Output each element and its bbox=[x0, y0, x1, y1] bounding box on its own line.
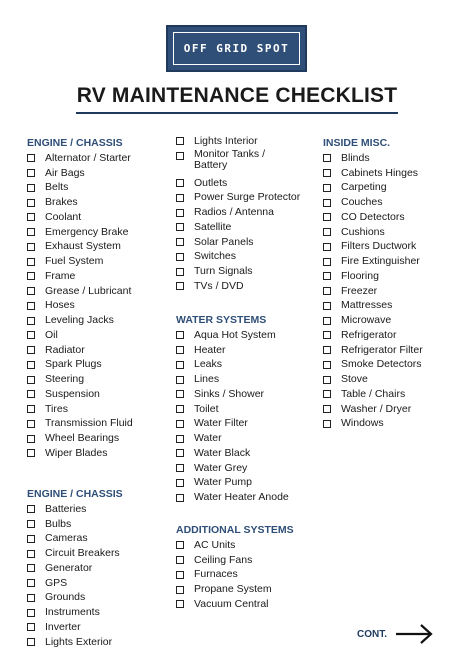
page-title: RV MAINTENANCE CHECKLIST bbox=[76, 84, 398, 107]
checklist-item-label: Sinks / Shower bbox=[194, 387, 265, 400]
checklist bbox=[27, 502, 123, 650]
checklist-item bbox=[176, 446, 289, 461]
checklist-item bbox=[27, 532, 123, 547]
checkbox[interactable] bbox=[176, 282, 184, 290]
checklist-item-label: Steering bbox=[45, 373, 85, 386]
checklist-item-label: Air Bags bbox=[45, 166, 85, 179]
checklist-item bbox=[27, 431, 133, 446]
checkbox[interactable] bbox=[176, 556, 184, 564]
checklist-item-label: Inverter bbox=[45, 620, 81, 633]
section-heading: ENGINE / CHASSIS bbox=[27, 137, 123, 149]
checklist-item-label: Wheel Bearings bbox=[45, 432, 120, 445]
checklist-item-label: Exhaust System bbox=[45, 240, 121, 253]
checkbox[interactable] bbox=[176, 376, 184, 384]
checkbox[interactable] bbox=[27, 154, 35, 162]
checklist-item-label: Flooring bbox=[341, 269, 379, 282]
checklist-item bbox=[27, 269, 133, 284]
checkbox[interactable] bbox=[27, 331, 35, 339]
checklist-item bbox=[176, 490, 289, 505]
checklist-item bbox=[176, 387, 289, 402]
checklist-item-label: Microwave bbox=[341, 314, 392, 327]
checklist-item bbox=[176, 191, 300, 206]
section-inside-misc bbox=[323, 136, 423, 431]
checkbox[interactable] bbox=[323, 287, 331, 295]
title-underline bbox=[76, 112, 398, 114]
checklist-item-label: Belts bbox=[45, 181, 69, 194]
checklist-item bbox=[27, 605, 123, 620]
checklist-item bbox=[176, 538, 294, 553]
checklist-item-label: Water Filter bbox=[194, 417, 248, 430]
checklist-item bbox=[176, 597, 294, 612]
checkbox[interactable] bbox=[176, 253, 184, 261]
checklist-item-label: Water Grey bbox=[194, 461, 248, 474]
checkbox[interactable] bbox=[27, 302, 35, 310]
section-additional-systems bbox=[176, 523, 294, 612]
checklist-item-label: Couches bbox=[341, 196, 383, 209]
checkbox[interactable] bbox=[323, 199, 331, 207]
checklist-item bbox=[27, 372, 133, 387]
checklist-item-label: Circuit Breakers bbox=[45, 547, 120, 560]
checklist-item-label: Turn Signals bbox=[194, 265, 253, 278]
section-heading: WATER SYSTEMS bbox=[176, 314, 267, 326]
checklist bbox=[27, 151, 133, 461]
checkbox[interactable] bbox=[27, 199, 35, 207]
checklist-item bbox=[323, 225, 423, 240]
checkbox[interactable] bbox=[27, 228, 35, 236]
checklist-item-label: Leveling Jacks bbox=[45, 314, 114, 327]
checkbox[interactable] bbox=[176, 405, 184, 413]
section-heading: ENGINE / CHASSIS bbox=[27, 488, 123, 500]
checklist-item-label: Filters Ductwork bbox=[341, 240, 417, 253]
checklist-item bbox=[27, 387, 133, 402]
checklist-item-label: Wiper Blades bbox=[45, 446, 108, 459]
checklist-item bbox=[323, 240, 423, 255]
checkbox[interactable] bbox=[27, 258, 35, 266]
checklist-item-label: Windows bbox=[341, 417, 384, 430]
checklist-item-label: Alternator / Starter bbox=[45, 151, 131, 164]
checkbox[interactable] bbox=[27, 550, 35, 558]
checkbox[interactable] bbox=[176, 223, 184, 231]
checklist-item bbox=[27, 561, 123, 576]
checklist-item bbox=[176, 134, 300, 149]
checklist-item-label: Oil bbox=[45, 328, 58, 341]
checklist-item bbox=[323, 254, 423, 269]
checklist-item-label: Radios / Antenna bbox=[194, 206, 274, 219]
checkbox[interactable] bbox=[176, 194, 184, 202]
checklist-item-label: Lines bbox=[194, 373, 220, 386]
checklist-item-label: Power Surge Protector bbox=[194, 191, 301, 204]
checklist-item bbox=[323, 313, 423, 328]
checkbox[interactable] bbox=[323, 420, 331, 428]
checklist-item bbox=[323, 269, 423, 284]
checklist-item bbox=[27, 240, 133, 255]
checkbox[interactable] bbox=[27, 405, 35, 413]
checklist-item-label: Instruments bbox=[45, 606, 100, 619]
checklist-item-label: Radiator bbox=[45, 343, 85, 356]
checkbox[interactable] bbox=[27, 169, 35, 177]
checklist-item bbox=[323, 372, 423, 387]
checklist-item-label: GPS bbox=[45, 576, 68, 589]
checklist-item-label: Table / Chairs bbox=[341, 387, 406, 400]
checkbox[interactable] bbox=[323, 331, 331, 339]
checkbox[interactable] bbox=[27, 505, 35, 513]
checklist-item bbox=[27, 576, 123, 591]
checklist-item-label: Vacuum Central bbox=[194, 597, 269, 610]
checklist-item-label: Solar Panels bbox=[194, 235, 254, 248]
checklist-item-label: Satellite bbox=[194, 220, 232, 233]
checkbox[interactable] bbox=[323, 184, 331, 192]
section-engine-chassis-2 bbox=[27, 487, 123, 650]
section-heading: INSIDE MISC. bbox=[323, 137, 391, 149]
checklist-item-label: Transmission Fluid bbox=[45, 417, 133, 430]
checkbox[interactable] bbox=[27, 376, 35, 384]
checklist-item bbox=[323, 358, 423, 373]
checkbox[interactable] bbox=[27, 623, 35, 631]
checklist-item bbox=[27, 343, 133, 358]
checklist-item bbox=[27, 299, 133, 314]
checklist-item-label: Spark Plugs bbox=[45, 358, 102, 371]
logo-frame bbox=[173, 32, 300, 65]
checklist-item-label: Lights Exterior bbox=[45, 635, 113, 648]
checklist-item bbox=[176, 431, 289, 446]
checklist bbox=[176, 538, 294, 612]
checkbox[interactable] bbox=[27, 564, 35, 572]
checklist-item bbox=[27, 446, 133, 461]
section-engine-chassis-1 bbox=[27, 136, 133, 461]
checklist-item bbox=[176, 205, 300, 220]
checklist-item-label: Aqua Hot System bbox=[194, 328, 276, 341]
checklist-item-label: Coolant bbox=[45, 210, 82, 223]
checklist-item bbox=[27, 546, 123, 561]
checklist-item bbox=[27, 417, 133, 432]
checkbox[interactable] bbox=[323, 361, 331, 369]
checklist-item bbox=[27, 328, 133, 343]
checklist-item bbox=[27, 284, 133, 299]
checklist-item bbox=[176, 372, 289, 387]
checkbox[interactable] bbox=[27, 184, 35, 192]
checkbox[interactable] bbox=[176, 209, 184, 217]
checklist-item bbox=[176, 476, 289, 491]
checkbox[interactable] bbox=[323, 243, 331, 251]
checklist-item-label: Cushions bbox=[341, 225, 385, 238]
checkbox[interactable] bbox=[176, 346, 184, 354]
checklist-item bbox=[323, 195, 423, 210]
checkbox[interactable] bbox=[176, 600, 184, 608]
checklist-item-label: Carpeting bbox=[341, 181, 387, 194]
checklist-item bbox=[176, 279, 300, 294]
checkbox[interactable] bbox=[323, 405, 331, 413]
checkbox[interactable] bbox=[176, 435, 184, 443]
checkbox[interactable] bbox=[176, 586, 184, 594]
checkbox[interactable] bbox=[176, 420, 184, 428]
checklist-item-label: Furnaces bbox=[194, 568, 238, 581]
section-middle-top bbox=[176, 134, 300, 294]
checklist-item bbox=[176, 343, 289, 358]
checklist-item-label: Frame bbox=[45, 269, 76, 282]
checkbox[interactable] bbox=[176, 361, 184, 369]
checkbox[interactable] bbox=[27, 420, 35, 428]
checklist-item bbox=[176, 328, 289, 343]
checklist-item-label: Water bbox=[194, 432, 222, 445]
checkbox[interactable] bbox=[323, 213, 331, 221]
checklist-item-label: Stove bbox=[341, 373, 368, 386]
checklist-item-label: Water Pump bbox=[194, 476, 252, 489]
checklist-item-label: Batteries bbox=[45, 502, 87, 515]
checkbox[interactable] bbox=[323, 346, 331, 354]
checklist-item-label: Fire Extinguisher bbox=[341, 255, 420, 268]
checklist-item bbox=[176, 264, 300, 279]
checklist-item bbox=[27, 358, 133, 373]
checklist-item bbox=[176, 358, 289, 373]
checkbox[interactable] bbox=[176, 479, 184, 487]
checklist-item bbox=[176, 461, 289, 476]
checklist-item bbox=[176, 568, 294, 583]
arrow-right-icon bbox=[395, 623, 435, 645]
checklist-item bbox=[27, 210, 133, 225]
checkbox[interactable] bbox=[323, 390, 331, 398]
checklist bbox=[323, 151, 423, 431]
checkbox[interactable] bbox=[27, 287, 35, 295]
checklist-item-label: Toilet bbox=[194, 402, 219, 415]
checklist-item-label: Generator bbox=[45, 561, 93, 574]
logo-text: OFF GRID SPOT bbox=[183, 42, 290, 55]
checkbox[interactable] bbox=[176, 331, 184, 339]
checkbox[interactable] bbox=[323, 272, 331, 280]
checklist-item-label: Washer / Dryer bbox=[341, 402, 412, 415]
checklist-item bbox=[323, 328, 423, 343]
checklist-item-label: Monitor Tanks / Battery bbox=[194, 147, 266, 171]
checklist-item-label: Bulbs bbox=[45, 517, 72, 530]
checklist-item-label: Refrigerator bbox=[341, 328, 397, 341]
checklist bbox=[176, 328, 289, 505]
checkbox[interactable] bbox=[27, 638, 35, 646]
checklist-item bbox=[27, 313, 133, 328]
checklist-item bbox=[27, 620, 123, 635]
checkbox[interactable] bbox=[176, 541, 184, 549]
checkbox[interactable] bbox=[176, 179, 184, 187]
checkbox[interactable] bbox=[176, 137, 184, 145]
checklist-item-label: Outlets bbox=[194, 176, 228, 189]
checkbox[interactable] bbox=[176, 571, 184, 579]
checklist-item-label: Suspension bbox=[45, 387, 100, 400]
checklist-item bbox=[176, 176, 300, 191]
checkbox[interactable] bbox=[27, 609, 35, 617]
checklist-item-label: Leaks bbox=[194, 358, 223, 371]
checklist-item-label: Fuel System bbox=[45, 255, 104, 268]
checkbox[interactable] bbox=[27, 361, 35, 369]
brand-logo bbox=[166, 25, 307, 72]
checklist-item bbox=[27, 635, 123, 650]
checklist-item bbox=[176, 402, 289, 417]
checklist-item bbox=[27, 502, 123, 517]
checklist-item-label: Emergency Brake bbox=[45, 225, 129, 238]
checkbox[interactable] bbox=[27, 520, 35, 528]
checklist-item bbox=[176, 417, 289, 432]
checklist-item bbox=[27, 181, 133, 196]
checkbox[interactable] bbox=[27, 243, 35, 251]
checkbox[interactable] bbox=[27, 390, 35, 398]
checklist-item bbox=[176, 582, 294, 597]
checkbox[interactable] bbox=[27, 435, 35, 443]
checklist-item bbox=[27, 402, 133, 417]
checklist-item-label: Ceiling Fans bbox=[194, 553, 253, 566]
checklist-item-label: Cameras bbox=[45, 532, 88, 545]
checklist-item-label: Grounds bbox=[45, 591, 86, 604]
checklist-item-label: Water Black bbox=[194, 446, 251, 459]
section-water-systems bbox=[176, 313, 289, 505]
checklist-item-label: CO Detectors bbox=[341, 210, 405, 223]
checklist-item-label: Lights Interior bbox=[194, 134, 258, 147]
checkbox[interactable] bbox=[323, 169, 331, 177]
checklist-item bbox=[323, 166, 423, 181]
checklist-item bbox=[323, 299, 423, 314]
checklist bbox=[176, 134, 300, 294]
checklist-item bbox=[323, 343, 423, 358]
checkbox[interactable] bbox=[323, 228, 331, 236]
checkbox[interactable] bbox=[323, 376, 331, 384]
checkbox[interactable] bbox=[27, 346, 35, 354]
checkbox[interactable] bbox=[323, 154, 331, 162]
checkbox[interactable] bbox=[176, 449, 184, 457]
checklist-item bbox=[323, 181, 423, 196]
checklist-item bbox=[176, 235, 300, 250]
checklist-item-label: Smoke Detectors bbox=[341, 358, 422, 371]
checklist-item-label: Tires bbox=[45, 402, 68, 415]
checklist-item-label: Refrigerator Filter bbox=[341, 343, 423, 356]
checklist-item-label: Heater bbox=[194, 343, 226, 356]
checkbox[interactable] bbox=[27, 317, 35, 325]
checklist-item bbox=[27, 225, 133, 240]
checkbox[interactable] bbox=[27, 579, 35, 587]
checkbox[interactable] bbox=[27, 449, 35, 457]
checklist-item-label: Grease / Lubricant bbox=[45, 284, 132, 297]
checklist-item-label: Mattresses bbox=[341, 299, 393, 312]
checklist-item bbox=[27, 151, 133, 166]
checkbox[interactable] bbox=[176, 238, 184, 246]
continue-label: CONT. bbox=[357, 628, 387, 640]
checklist-item bbox=[27, 517, 123, 532]
checklist-item-label: Hoses bbox=[45, 299, 75, 312]
checklist-item bbox=[323, 284, 423, 299]
checkbox[interactable] bbox=[176, 268, 184, 276]
checkbox[interactable] bbox=[176, 464, 184, 472]
checklist-item-label: Cabinets Hinges bbox=[341, 166, 419, 179]
checkbox[interactable] bbox=[27, 535, 35, 543]
checkbox[interactable] bbox=[176, 494, 184, 502]
checkbox[interactable] bbox=[176, 390, 184, 398]
checklist-item bbox=[176, 250, 300, 265]
checklist-item-label: AC Units bbox=[194, 538, 236, 551]
checklist-item-label: Brakes bbox=[45, 196, 78, 209]
section-heading: ADDITIONAL SYSTEMS bbox=[176, 524, 294, 536]
checklist-item bbox=[323, 402, 423, 417]
checklist-item bbox=[176, 553, 294, 568]
checklist-item-label: Water Heater Anode bbox=[194, 491, 289, 504]
checkbox[interactable] bbox=[27, 272, 35, 280]
checklist-item bbox=[176, 220, 300, 235]
checklist-item-label: Blinds bbox=[341, 151, 370, 164]
checkbox[interactable] bbox=[27, 213, 35, 221]
checklist-item bbox=[323, 210, 423, 225]
checklist-item bbox=[323, 387, 423, 402]
checklist-item bbox=[27, 591, 123, 606]
checkbox[interactable] bbox=[176, 152, 184, 160]
continue-link[interactable] bbox=[357, 623, 435, 645]
checkbox[interactable] bbox=[27, 594, 35, 602]
checklist-item bbox=[323, 417, 423, 432]
checklist-item bbox=[27, 166, 133, 181]
checklist-item-label: Freezer bbox=[341, 284, 378, 297]
checklist-item bbox=[27, 195, 133, 210]
checklist-item-label: Propane System bbox=[194, 583, 272, 596]
checkbox[interactable] bbox=[323, 317, 331, 325]
checkbox[interactable] bbox=[323, 302, 331, 310]
checklist-item-label: Switches bbox=[194, 250, 237, 263]
checklist-item-label: TVs / DVD bbox=[194, 279, 244, 292]
checklist-item bbox=[176, 149, 300, 176]
checkbox[interactable] bbox=[323, 258, 331, 266]
checklist-item bbox=[323, 151, 423, 166]
checklist-item bbox=[27, 254, 133, 269]
